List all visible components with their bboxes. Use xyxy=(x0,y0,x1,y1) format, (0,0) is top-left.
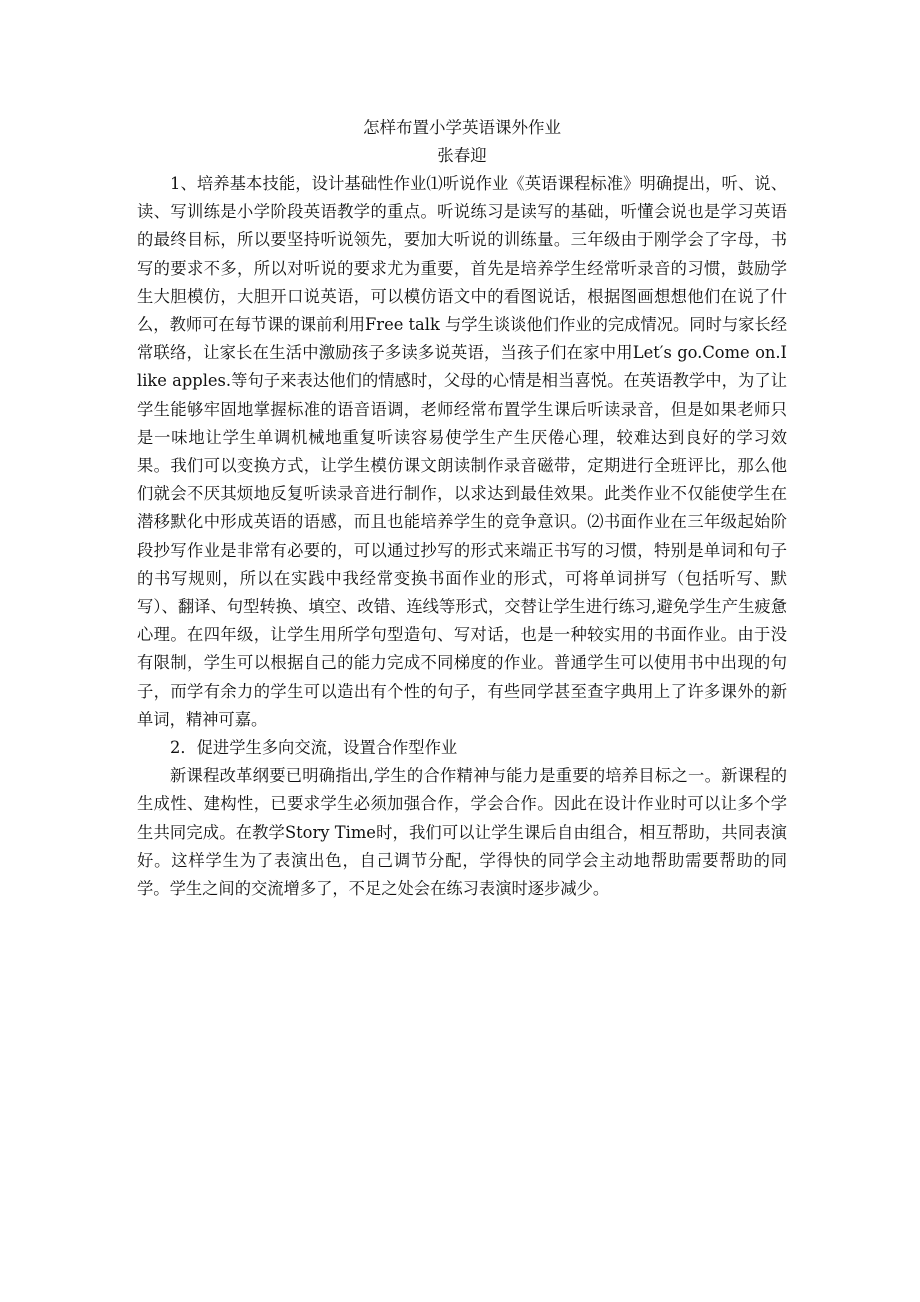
document-author: 张春迎 xyxy=(437,146,487,165)
section2-heading: 2．促进学生多向交流，设置合作型作业 xyxy=(170,738,458,758)
document-title: 怎样布置小学英语课外作业 xyxy=(363,118,561,137)
document-body xyxy=(137,114,787,903)
section1-paragraph: 1、培养基本技能，设计基础性作业⑴听说作业《英语课程标准》明确提出，听、说、读、写训练是小学阶段英语教学的重点。听说练习是读写的基础，听懂会说也是学习英语的最终目标，所以要坚持听说领先，要加大听说的训练量。三年级由于刚学会了字母，书写的要求不多，所以对听说的要求尤为重要，首先是培养学生经常听录音的习惯，鼓励学生大胆模仿，大胆开口说英语，可以模仿语文中的看图说话，根据图画想想他们在说了什么，教师可在每节课的课前利用Free talk 与学生谈谈他们作业的完成情况。同时与家长经常联络，让家长在生活中激励孩子多读多说英语，当孩子们在家中用Let′s go.Come on.I like apples.等句子来表达他们的情感时，父母的心情是相当喜悦。在英语教学中，为了让学生能够牢固地掌握标准的语音语调，老师经常布置学生课后听读录音，但是如果老师只是一味地让学生单调机械地重复听读容易使学生产生厌倦心理，较难达到良好的学习效果。我们可以变换方式，让学生模仿课文朗读制作录音磁带，定期进行全班评比，那么他们就会不厌其烦地反复听读录音进行制作，以求达到最佳效果。此类作业不仅能使学生在潜移默化中形成英语的语感，而且也能培养学生的竞争意识。⑵书面作业在三年级起始阶段抄写作业是非常有必要的，可以通过抄写的形式来端正书写的习惯，特别是单词和句子的书写规则，所以在实践中我经常变换书面作业的形式，可将单词拼写（包括听写、默写）、翻译、句型转换、填空、改错、连线等形式，交替让学生进行练习,避免学生产生疲惫心理。在四年级，让学生用所学句型造句、写对话，也是一种较实用的书面作业。由于没有限制，学生可以根据自己的能力完成不同梯度的作业。普通学生可以使用书中出现的句子，而学有余力的学生可以造出有个性的句子，有些同学甚至查字典用上了许多课外的新单词，精神可嘉。 xyxy=(137,174,787,729)
section2-paragraph: 新课程改革纲要已明确指出,学生的合作精神与能力是重要的培养目标之一。新课程的生成性、建构性，已要求学生必须加强合作，学会合作。因此在设计作业时可以让多个学生共同完成。在教学Story Time时，我们可以让学生课后自由组合，相互帮助，共同表演好。这样学生为了表演出色，自己调节分配，学得快的同学会主动地帮助需要帮助的同学。学生之间的交流增多了，不足之处会在练习表演时逐步减少。 xyxy=(137,766,787,899)
